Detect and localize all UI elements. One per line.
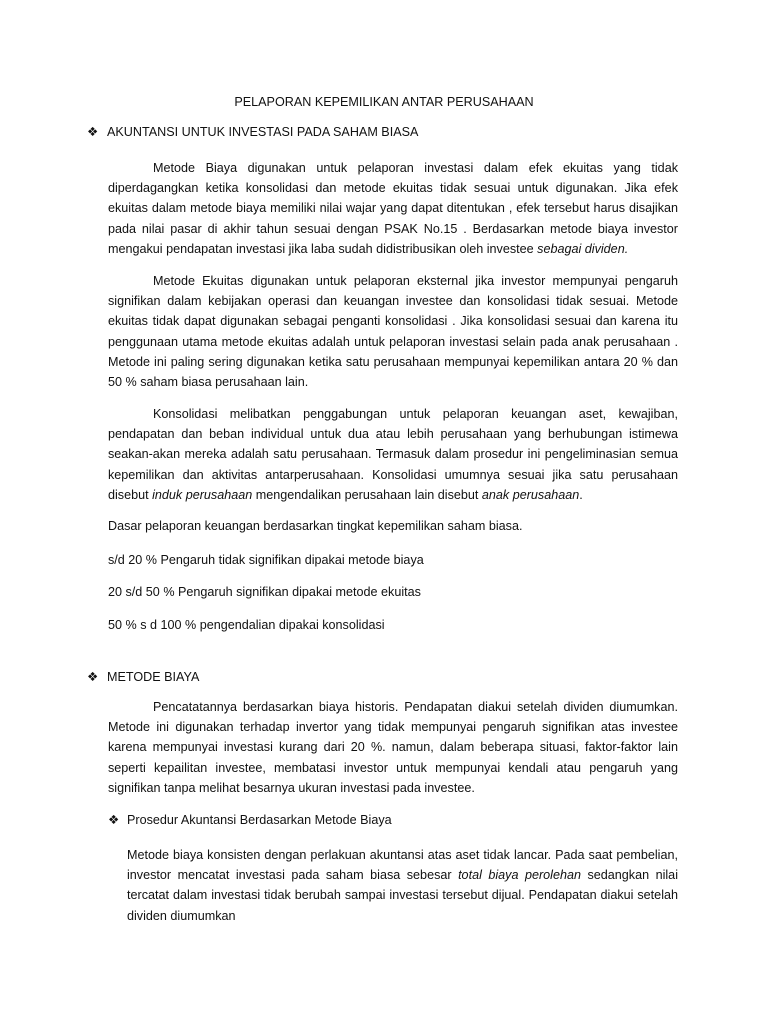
section-heading-text: METODE BIAYA (107, 670, 200, 684)
italic-text: induk perusahaan (152, 487, 253, 502)
paragraph-metode-ekuitas: Metode Ekuitas digunakan untuk pelaporan eksternal jika investor mempunyai pengaruh signifikan dalam kebijakan operasi dan keuangan investee dan konsolidasi tidak sesuai. Metode ekuitas tidak dapat digunakan sebagai penganti konsolidasi . Jika konsolidasi sesuai dan karena itu penggunaan utama metode ekuitas adalah untuk pelaporan investasi selain pada anak perusahaan . Metode ini paling sering digunakan ketika satu perusahaan mempunyai kepemilikan antara 20 % dan 50 % saham biasa perusahaan lain. (108, 274, 678, 390)
section-heading-metode-biaya (87, 667, 199, 687)
basis-text: Dasar pelaporan keuangan berdasarkan tingkat kepemilikan saham biasa. (108, 519, 523, 533)
paragraph-prosedur (127, 845, 678, 926)
section-heading-akuntansi (87, 122, 418, 142)
paragraph-text: sedangkan nilai tercatat dalam investasi tidak berubah sampai investasi tersebut dijual. Pendapatan diakui setelah dividen diumumkan (127, 868, 678, 923)
ownership-level-2: 20 s/d 50 % Pengaruh signifikan dipakai metode ekuitas (108, 585, 421, 599)
paragraph-text: Konsolidasi melibatkan penggabungan untuk pelaporan keuangan aset, kewajiban, pendapatan dan beban individual untuk dua atau lebih perusahaan yang berhubungan istimewa seakan-akan mereka adalah satu perusahaan. Termasuk dalam prosedur ini pengeliminasian semua kepemilikan dan aktivitas antarperusahaan. Konsolidasi umumnya sesuai jika satu perusahaan disebut (108, 407, 678, 502)
ownership-level-3: 50 % s d 100 % pengendalian dipakai konsolidasi (108, 618, 385, 632)
paragraph-pencatatan: Pencatatannya berdasarkan biaya historis. Pendapatan diakui setelah dividen diumumkan. Metode ini digunakan terhadap invertor yang tidak mempunyai pengaruh signifikan atas investee karena mempunyai investasi kurang dari 20 %. namun, dalam beberapa situasi, faktor-faktor lain seperti kepailitan investee, membatasi investor untuk mempunyai kendali atau pengaruh yang signifikan tanpa melihat besarnya ukuran investasi pada investee. (108, 700, 678, 795)
paragraph-text: Metode Biaya digunakan untuk pelaporan investasi dalam efek ekuitas yang tidak diperdagangkan ketika konsolidasi dan metode ekuitas tidak sesuai untuk digunakan. Jika efek ekuitas dalam metode biaya memiliki nilai wajar yang dapat ditentukan , efek tersebut harus disajikan pada nilai pasar di akhir tahun sesuai dengan PSAK No.15 . Berdasarkan metode biaya investor mengakui pendapatan investasi jika laba sudah didistribusikan oleh investee (108, 161, 678, 256)
paragraph-konsolidasi (108, 404, 678, 505)
subheading-text: Prosedur Akuntansi Berdasarkan Metode Biaya (127, 813, 392, 827)
document-title: PELAPORAN KEPEMILIKAN ANTAR PERUSAHAAN (234, 95, 534, 109)
diamond-bullet-icon: ❖ (108, 813, 120, 827)
subheading-prosedur (108, 810, 392, 830)
italic-text: anak perusahaan (481, 487, 580, 502)
ownership-level-1: s/d 20 % Pengaruh tidak signifikan dipakai metode biaya (108, 553, 424, 567)
paragraph-text: Metode biaya konsisten dengan perlakuan akuntansi atas aset tidak lancar. Pada saat pembelian, investor mencatat investasi pada saham biasa sebesar (127, 848, 678, 883)
paragraph-text: . (579, 487, 583, 502)
italic-text: total biaya perolehan (458, 868, 581, 883)
italic-text: sebagai dividen. (537, 241, 629, 256)
paragraph-text: mengendalikan perusahaan lain disebut (252, 487, 482, 502)
section-heading-text: AKUNTANSI UNTUK INVESTASI PADA SAHAM BIASA (107, 125, 419, 139)
diamond-bullet-icon: ❖ (87, 125, 99, 139)
paragraph-metode-biaya-intro (108, 158, 678, 259)
diamond-bullet-icon: ❖ (87, 670, 99, 684)
